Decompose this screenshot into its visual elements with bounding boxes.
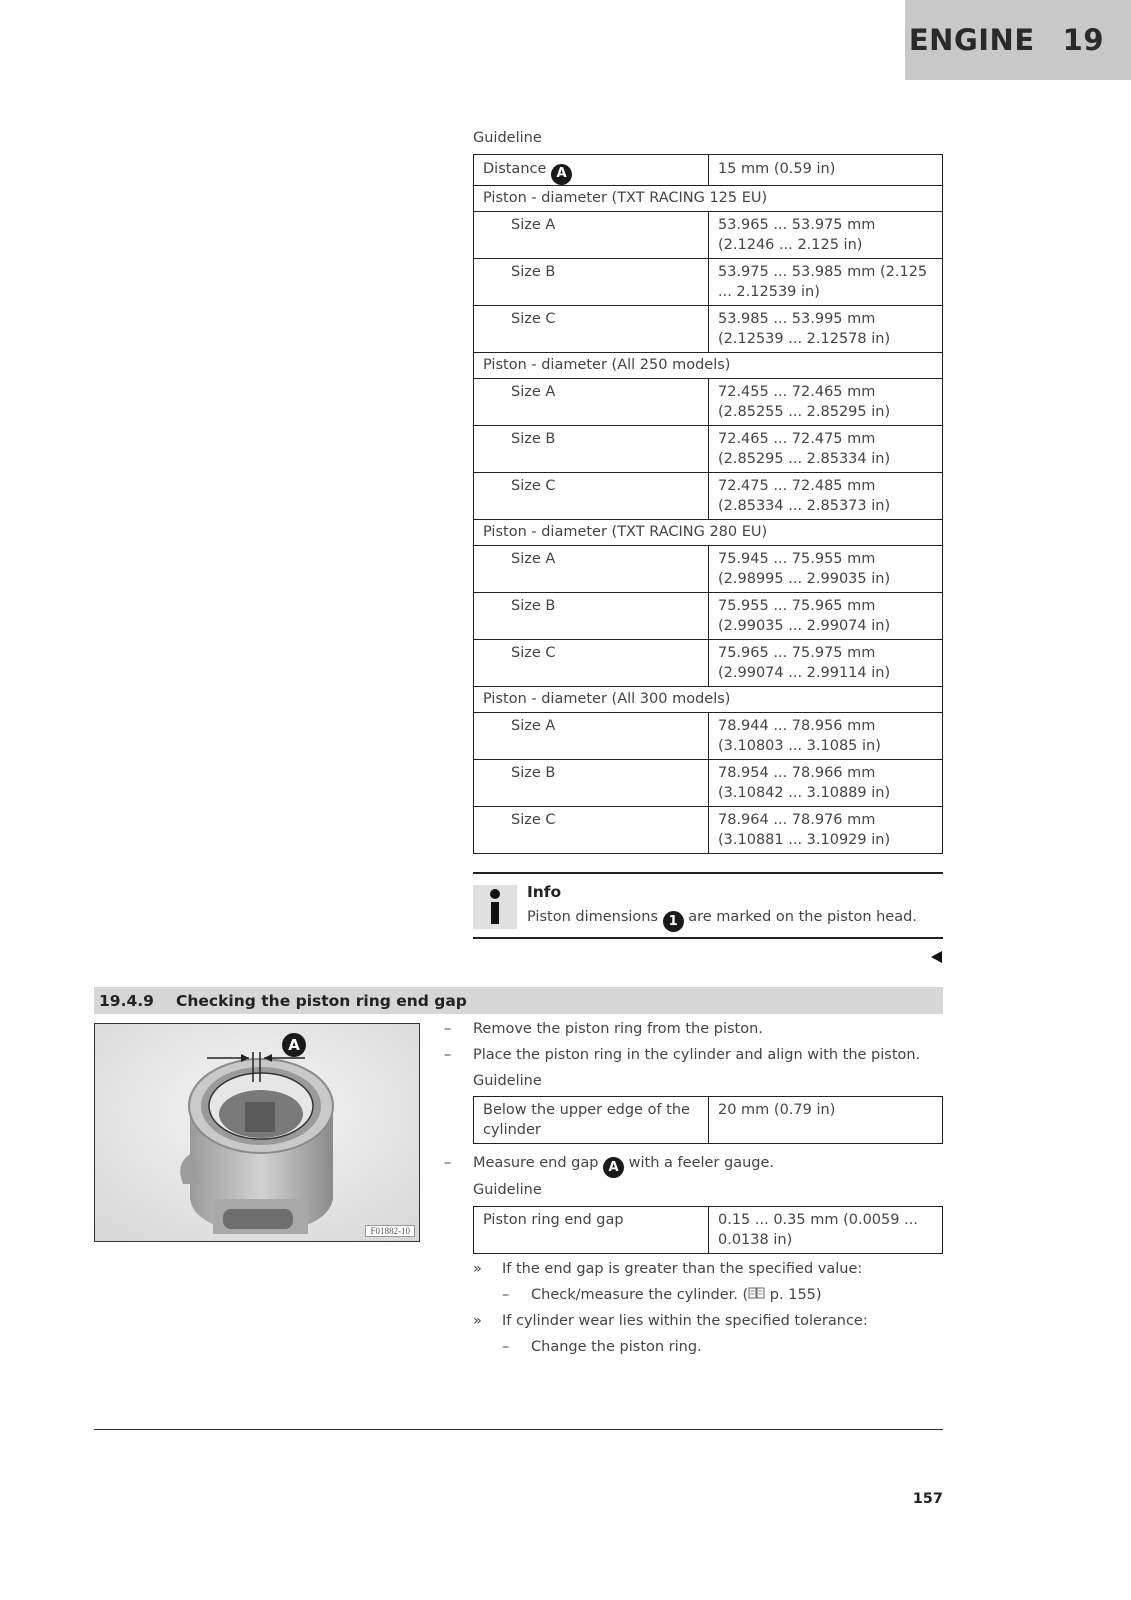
section-title: Checking the piston ring end gap: [176, 991, 467, 1010]
step-text: Place the piston ring in the cylinder and align with the piston.: [473, 1047, 921, 1063]
section-heading: [94, 987, 943, 1014]
step-text-before: Measure end gap: [473, 1155, 599, 1171]
table-cell-value: 0.15 ... 0.35 mm (0.0059 ... 0.0138 in): [709, 1207, 943, 1254]
chapter-title: ENGINE: [908, 23, 1035, 57]
table-row: [474, 712, 943, 759]
action-check-cylinder: [502, 1287, 822, 1303]
info-text-after: are marked on the piston head.: [688, 909, 917, 925]
chapter-header-tab: [905, 0, 1131, 80]
cylinder-photo: [94, 1023, 420, 1242]
group-title: Piston - diameter (All 300 models): [474, 686, 943, 712]
table-group-row: [474, 519, 943, 545]
distance-label: Distance: [483, 161, 547, 177]
table-row: [474, 806, 943, 853]
table-row: [474, 258, 943, 305]
size-value: 78.954 ... 78.966 mm (3.10842 ... 3.10889 in): [709, 759, 943, 806]
info-icon: [473, 885, 517, 929]
end-gap-table: [473, 1206, 943, 1254]
table-row: [474, 378, 943, 425]
info-text: [527, 909, 917, 932]
dash-icon: –: [444, 1155, 452, 1171]
guideline-label: Guideline: [473, 1073, 542, 1089]
ring-position-table: [473, 1096, 943, 1144]
chapter-number: 19: [1062, 23, 1104, 57]
action-text-before: Check/measure the cylinder. (: [531, 1287, 749, 1303]
table-group-row: [474, 352, 943, 378]
table-row: [474, 759, 943, 806]
dash-icon: –: [502, 1287, 510, 1303]
size-label: Size A: [474, 378, 709, 425]
cylinder-illustration: [95, 1024, 420, 1242]
size-value: 72.455 ... 72.465 mm (2.85255 ... 2.85295 in): [709, 378, 943, 425]
condition-marker-icon: »: [473, 1313, 482, 1329]
size-value: 75.955 ... 75.965 mm (2.99035 ... 2.99074 in): [709, 592, 943, 639]
size-value: 72.475 ... 72.485 mm (2.85334 ... 2.85373 in): [709, 472, 943, 519]
page-reference-icon[interactable]: [748, 1287, 765, 1300]
table-cell-value: 20 mm (0.79 in): [709, 1097, 943, 1144]
dash-icon: –: [444, 1047, 452, 1063]
size-label: Size C: [474, 639, 709, 686]
table-row: [474, 545, 943, 592]
step-text-after: with a feeler gauge.: [628, 1155, 775, 1171]
piston-diameter-table: [473, 154, 943, 854]
condition-marker-icon: »: [473, 1261, 482, 1277]
group-title: Piston - diameter (TXT RACING 280 EU): [474, 519, 943, 545]
table-row: [474, 305, 943, 352]
group-title: Piston - diameter (TXT RACING 125 EU): [474, 185, 943, 211]
step-place-ring: [444, 1047, 920, 1063]
dash-icon: –: [502, 1339, 510, 1355]
dash-icon: –: [444, 1021, 452, 1037]
section-end-icon: [931, 951, 942, 963]
size-value: 75.945 ... 75.955 mm (2.98995 ... 2.99035 in): [709, 545, 943, 592]
size-value: 78.944 ... 78.956 mm (3.10803 ... 3.1085 in): [709, 712, 943, 759]
table-cell-label: Piston ring end gap: [474, 1207, 709, 1254]
marker-a-icon: A: [551, 164, 572, 185]
size-label: Size C: [474, 472, 709, 519]
table-group-row: [474, 185, 943, 211]
footer-divider: [94, 1429, 943, 1430]
group-title: Piston - diameter (All 250 models): [474, 352, 943, 378]
info-text-before: Piston dimensions: [527, 909, 659, 925]
table-cell-label: Below the upper edge of the cylinder: [474, 1097, 709, 1144]
size-label: Size B: [474, 592, 709, 639]
figure-marker-a-icon: A: [282, 1033, 306, 1057]
size-value: 75.965 ... 75.975 mm (2.99074 ... 2.99114 in): [709, 639, 943, 686]
table-cell-label: [474, 155, 709, 186]
size-label: Size B: [474, 425, 709, 472]
action-text: Change the piston ring.: [531, 1339, 702, 1355]
info-box: [473, 872, 943, 939]
step-measure-gap: [444, 1155, 774, 1178]
step-text: Remove the piston ring from the piston.: [473, 1021, 763, 1037]
marker-a-icon: A: [603, 1157, 624, 1178]
size-value: 72.465 ... 72.475 mm (2.85295 ... 2.85334 in): [709, 425, 943, 472]
condition-text: If cylinder wear lies within the specified tolerance:: [502, 1313, 868, 1329]
table-row: [474, 639, 943, 686]
size-label: Size C: [474, 806, 709, 853]
guideline-label: Guideline: [473, 130, 542, 146]
figure-code: F01882-10: [365, 1225, 415, 1237]
table-group-row: [474, 686, 943, 712]
table-row: [474, 1097, 943, 1144]
condition-end-gap: [473, 1261, 862, 1277]
condition-wear: [473, 1313, 868, 1329]
marker-1-icon: 1: [663, 911, 684, 932]
table-row: [474, 155, 943, 186]
step-remove-ring: [444, 1021, 763, 1037]
section-number: 19.4.9: [99, 991, 154, 1010]
size-value: 53.985 ... 53.995 mm (2.12539 ... 2.12578 in): [709, 305, 943, 352]
size-value: 78.964 ... 78.976 mm (3.10881 ... 3.10929 in): [709, 806, 943, 853]
size-value: 53.965 ... 53.975 mm (2.1246 ... 2.125 in): [709, 211, 943, 258]
size-label: Size A: [474, 712, 709, 759]
table-row: [474, 211, 943, 258]
size-label: Size C: [474, 305, 709, 352]
size-label: Size B: [474, 759, 709, 806]
size-value: 53.975 ... 53.985 mm (2.125 ... 2.12539 in): [709, 258, 943, 305]
distance-value: 15 mm (0.59 in): [709, 155, 943, 186]
guideline-label: Guideline: [473, 1182, 542, 1198]
table-row: [474, 472, 943, 519]
size-label: Size B: [474, 258, 709, 305]
condition-text: If the end gap is greater than the specified value:: [502, 1261, 863, 1277]
size-label: Size A: [474, 211, 709, 258]
page-number: 157: [912, 1491, 943, 1507]
page-reference-link[interactable]: p. 155): [769, 1287, 822, 1303]
table-row: [474, 592, 943, 639]
size-label: Size A: [474, 545, 709, 592]
info-title: Info: [527, 883, 562, 901]
action-change-ring: [502, 1339, 702, 1355]
table-row: [474, 425, 943, 472]
table-row: [474, 1207, 943, 1254]
